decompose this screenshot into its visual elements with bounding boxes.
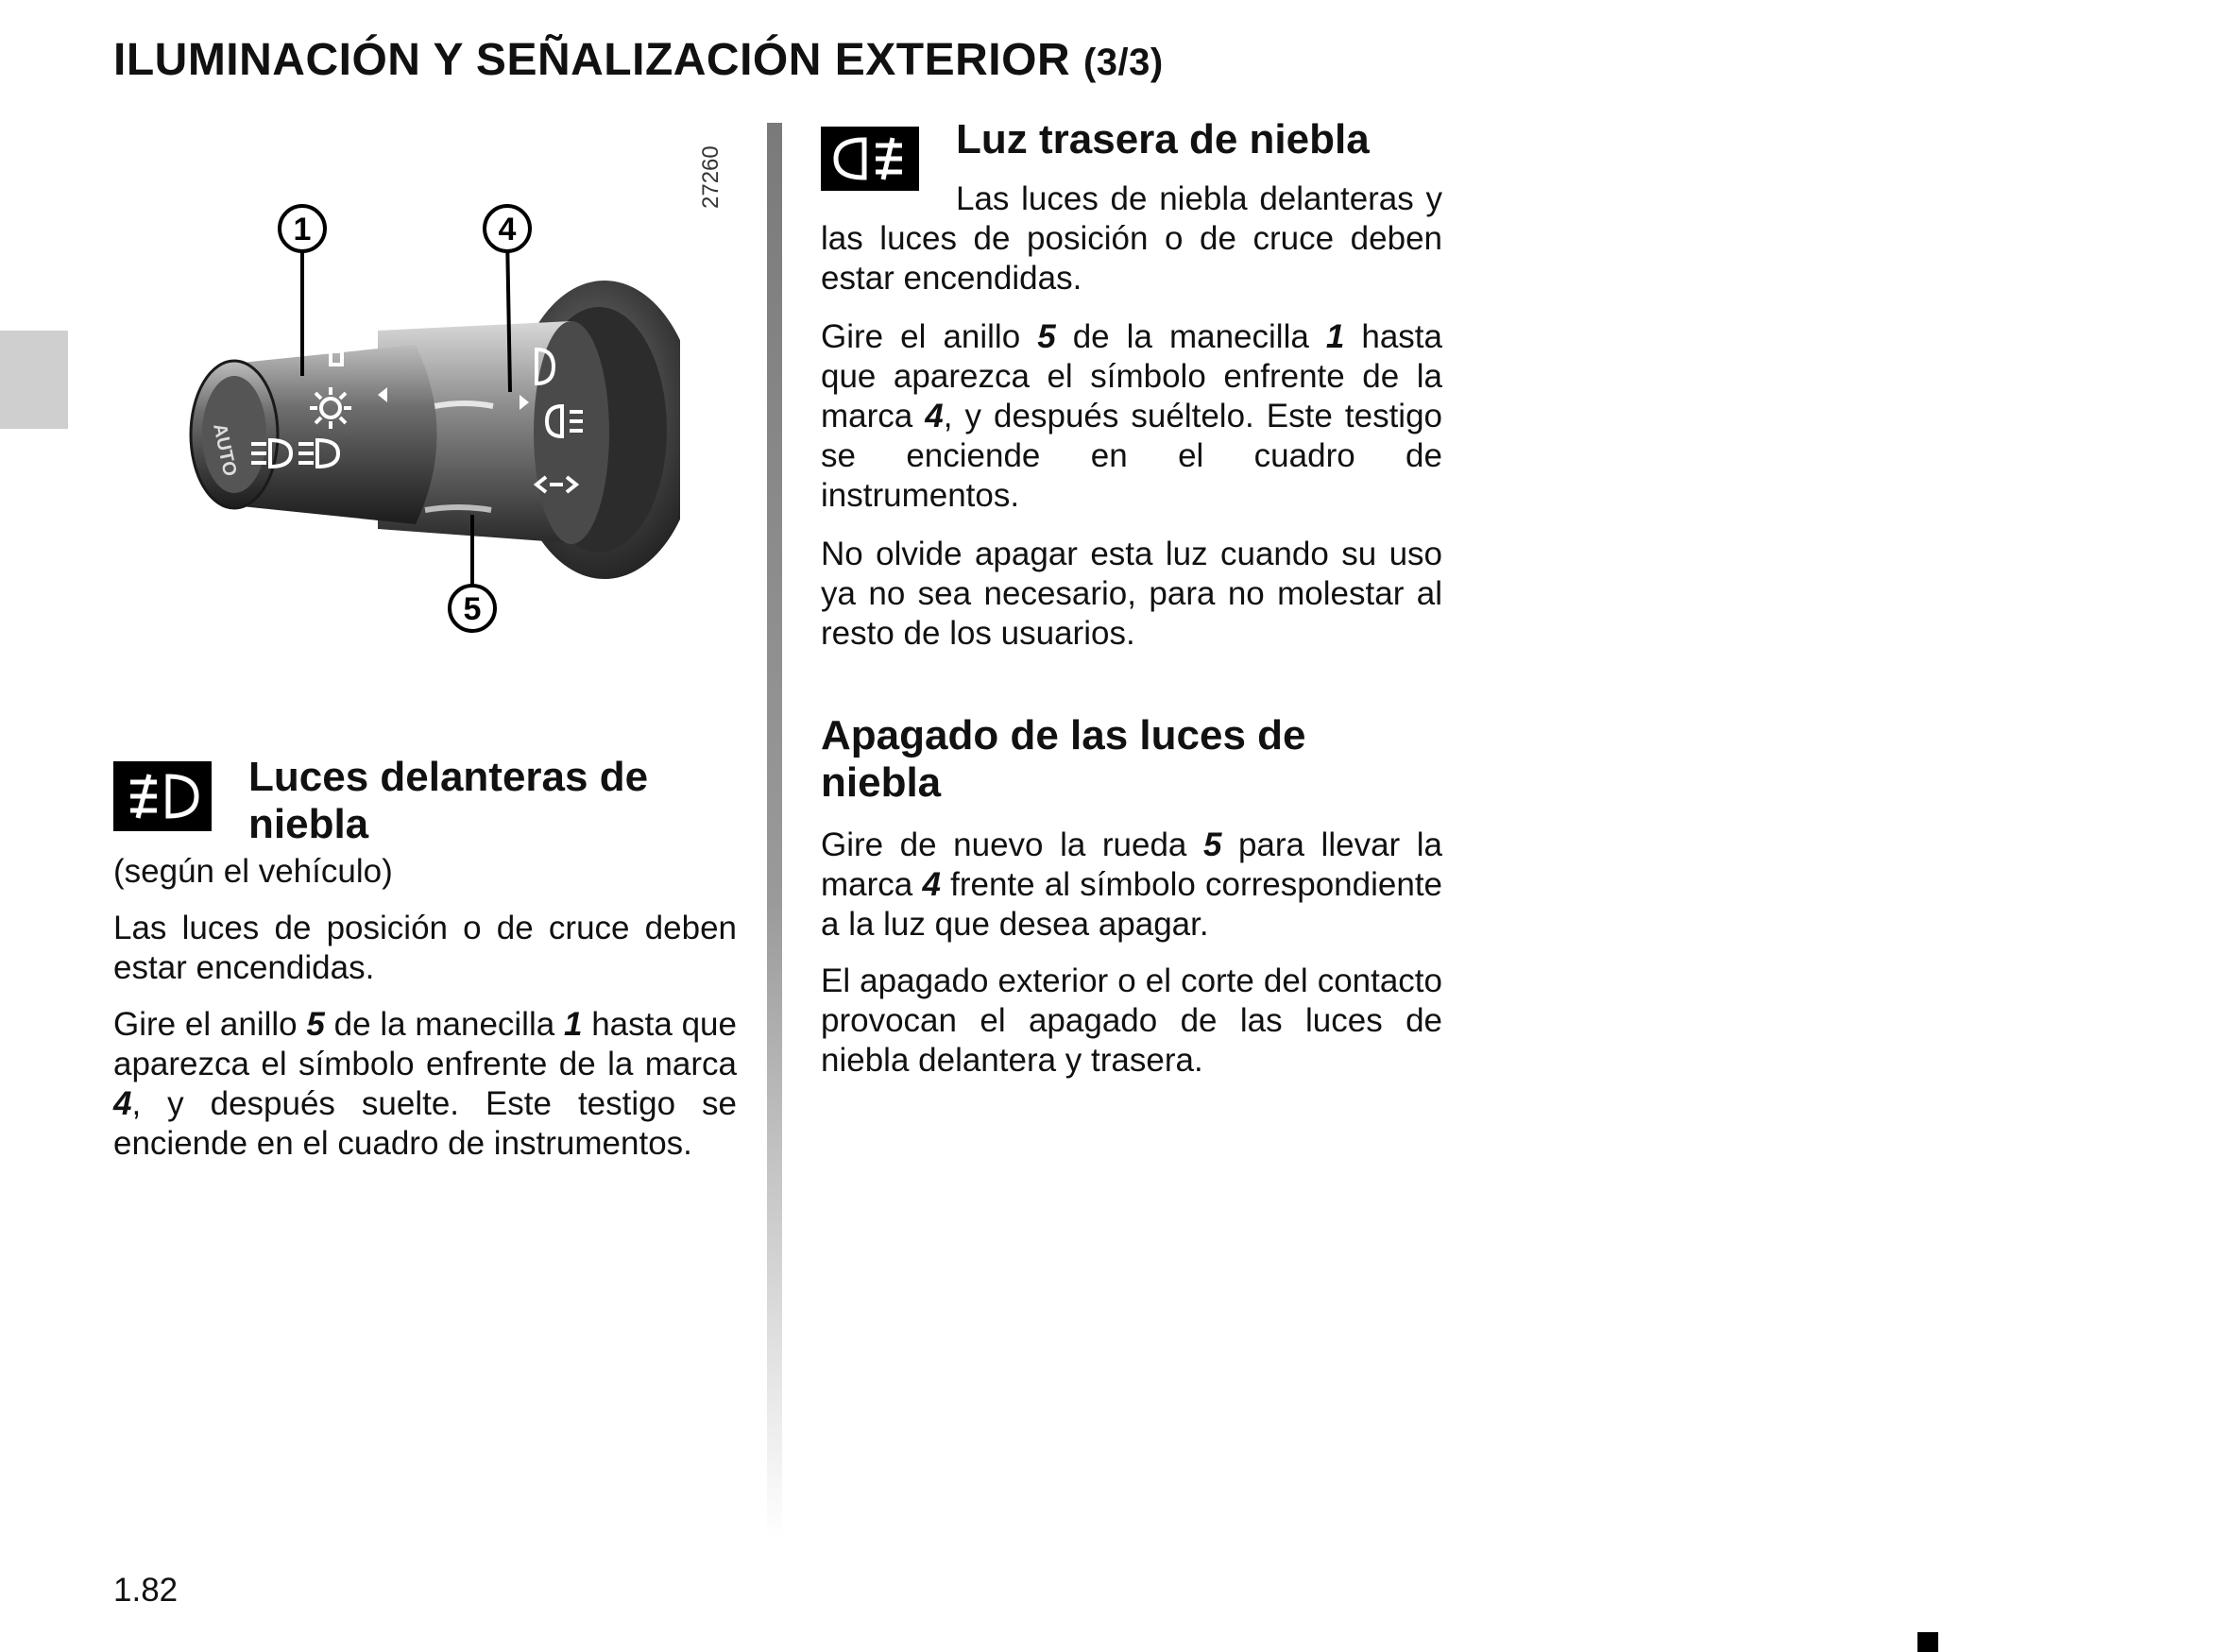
rear-fog-heading: Luz trasera de niebla [956,116,1370,162]
ref-5: 5 [1037,318,1056,355]
page-number: 1.82 [113,1572,179,1609]
fog-off-paragraph-2: El apagado exterior o el corte del contacto provocan el apagado de las luces de niebla delantera y trasera. [821,962,1442,1079]
front-fog-note: (según el vehículo) [113,853,393,890]
callout-4-label: 4 [498,212,517,247]
page-title [113,34,1164,86]
callout-1 [280,206,325,251]
column-divider [767,123,782,1540]
front-fog-paragraph-2 [113,1005,737,1164]
auto-label: AUTO [209,421,241,479]
text-run: de la manecilla [1055,318,1326,355]
text-run: Gire el anillo [113,1006,307,1043]
ref-1: 1 [1325,318,1345,355]
text-run: Gire de nuevo la rueda [821,826,1203,863]
text-run: frente al símbolo correspondiente a la luz que desea apagar. [821,866,1443,943]
text-run: para llevar la marca [821,826,1442,903]
page-title-text: ILUMINACIÓN Y SEÑALIZACIÓN EXTERIOR [113,35,1071,85]
figure-code [691,137,729,213]
text-run: , y después suelte. Este testigo se enciende en el cuadro de instrumentos. [113,1085,737,1162]
ref-5: 5 [306,1006,325,1043]
ring-grip-bottom [425,507,491,510]
figure-code-text: 27260 [698,145,724,209]
rear-fog-paragraph-2 [821,317,1442,516]
callout-5-label: 5 [463,591,482,627]
ring-grip-top [434,403,493,406]
ref-1: 1 [563,1006,583,1043]
front-fog-heading: Luces delanteras de niebla [248,754,649,847]
section-tab [0,331,68,429]
ref-4: 4 [113,1085,132,1122]
rear-fog-paragraph-3: No olvide apagar esta luz cuando su uso ya no sea necesario, para no molestar al resto de los usuarios. [821,536,1442,652]
ref-4: 4 [925,398,944,434]
fog-off-heading: Apagado de las luces de niebla [821,712,1306,806]
rear-fog-paragraph-1: Las luces de niebla delanteras y las luces de posición o de cruce deben estar encendidas. [821,180,1442,297]
text-run: de la manecilla [324,1006,564,1043]
page-title-suffix: (3/3) [1082,42,1164,83]
text-run: , y después suéltelo. Este testigo se enciende en el cuadro de instrumentos. [821,398,1442,514]
stalk-illustration [189,189,680,642]
callout-5 [450,586,495,631]
front-fog-light-icon [113,761,212,831]
callout-1-label: 1 [293,212,312,247]
ref-4: 4 [922,866,941,903]
text-run: hasta que aparezca el símbolo enfrente de la marca [113,1006,737,1082]
corner-mark [1917,1632,1938,1652]
callout-4 [485,206,530,251]
ref-5: 5 [1202,826,1222,863]
front-fog-paragraph-1: Las luces de posición o de cruce deben estar encendidas. [113,910,737,986]
text-run: Gire el anillo [821,318,1038,355]
text-run: hasta que aparezca el símbolo enfrente de la marca [821,318,1442,434]
fog-off-paragraph-1 [821,826,1442,945]
